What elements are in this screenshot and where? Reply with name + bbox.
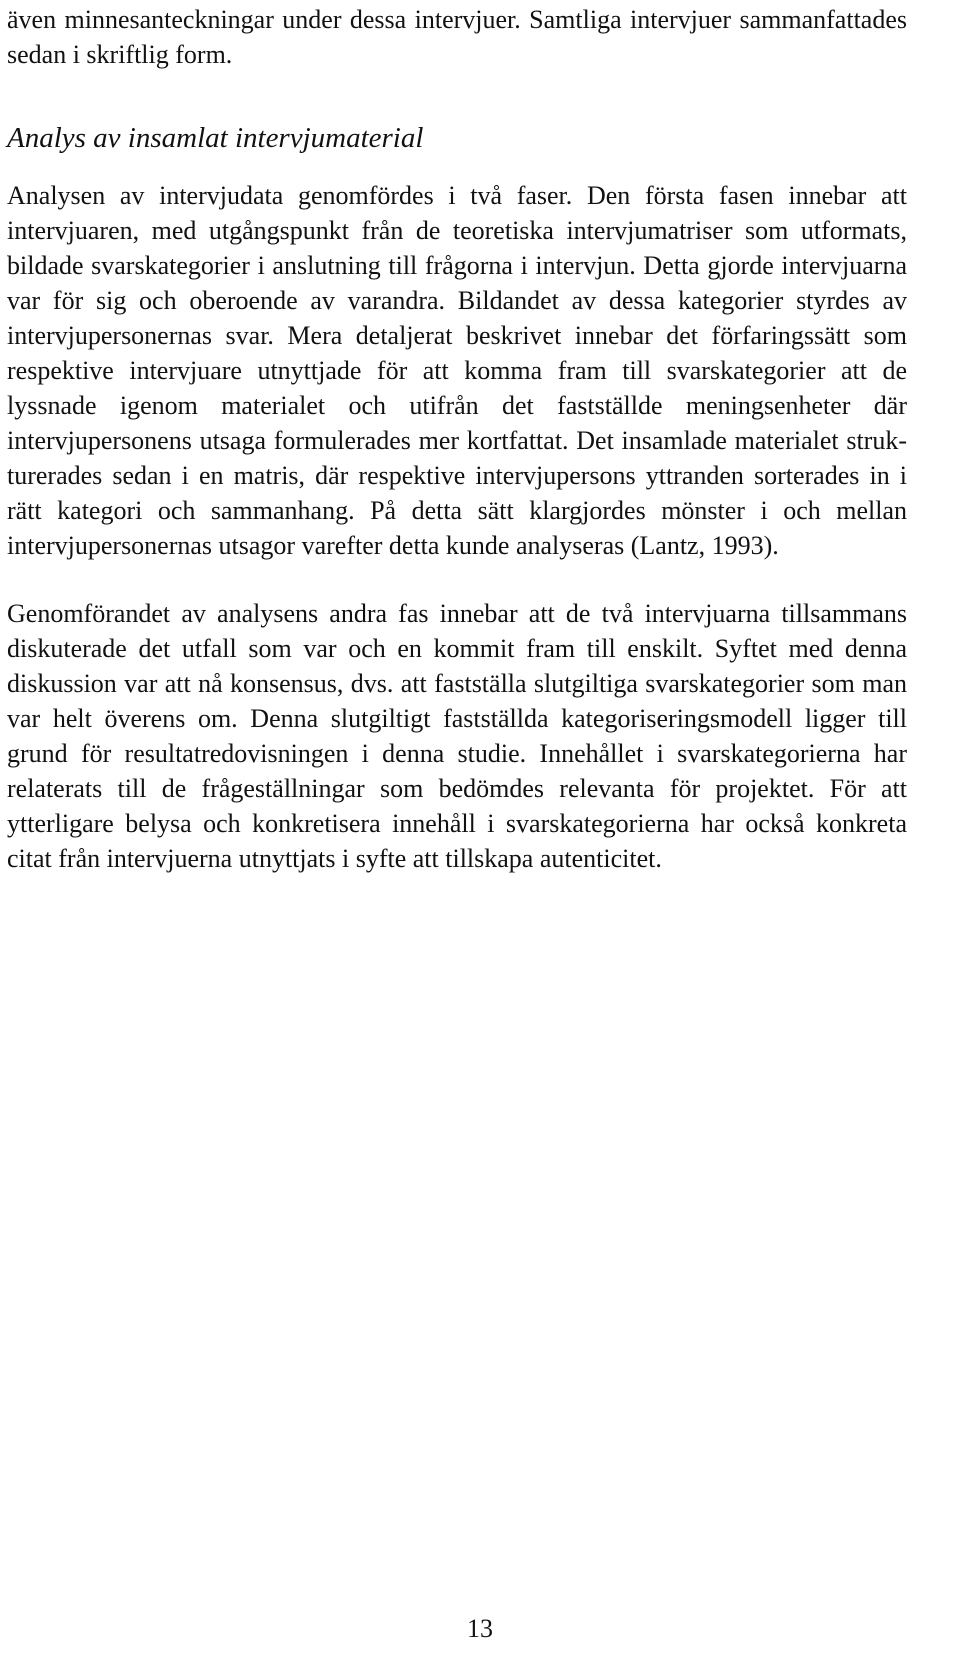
continuation-paragraph: även minnesanteckningar under dessa intervjuer. Samtliga intervjuer sammanfattades sedan i skriftlig form. [7,5,907,69]
page-number: 13 [467,1614,493,1643]
body-paragraph-2: Genomförandet av analysens andra fas innebar att de två intervjuarna tillsammans diskuterade det utfall som var och en kommit fram till enskilt. Syftet med denna diskussion var att nå konsensus, dvs. att fastställa slutgiltiga svarskategorier som man var helt överens om. Denna slutgiltigt fastställda kategoriseringsmodell ligger till grund för resultatredovisningen i denna studie. Innehållet i svarskategorierna har relaterats till de frågeställningar som bedömdes relevanta för projektet. För att ytterligare belysa och konkretisera innehåll i svarskategorierna har också konkreta citat från intervjuerna utnyttjats i syfte att tillskapa autenticitet. [7,599,907,873]
section-heading: Analys av insamlat intervjumaterial [7,122,424,154]
body-paragraph-1: Analysen av intervjudata genomfördes i två faser. Den första fasen innebar att intervjuaren, med utgångspunkt från de teoretiska intervjumatriser som utformats, bildade svarskategorier i anslutning till frågorna i intervjun. Detta gjorde intervjuarna var för sig och oberoende av varandra. Bildandet av dessa kategorier styrdes av intervjupersonernas svar. Mera detaljerat beskrivet innebar det förfaringssätt som respektive intervjuare utnyttjade för att komma fram till svarskategorier att de lyssnade igenom materialet och utifrån det fastställde meningsenheter där intervjupersonens utsaga formulerades mer kortfattat. Det insamlade materialet strukturerades sedan i en matris, där respektive intervjupersons yttranden sorterades in i rätt kategori och sammanhang. På detta sätt klargjordes mönster i och mellan intervjupersonernas utsagor varefter detta kunde analyseras (Lantz, 1993). [7,181,907,560]
document-page [7,0,907,876]
